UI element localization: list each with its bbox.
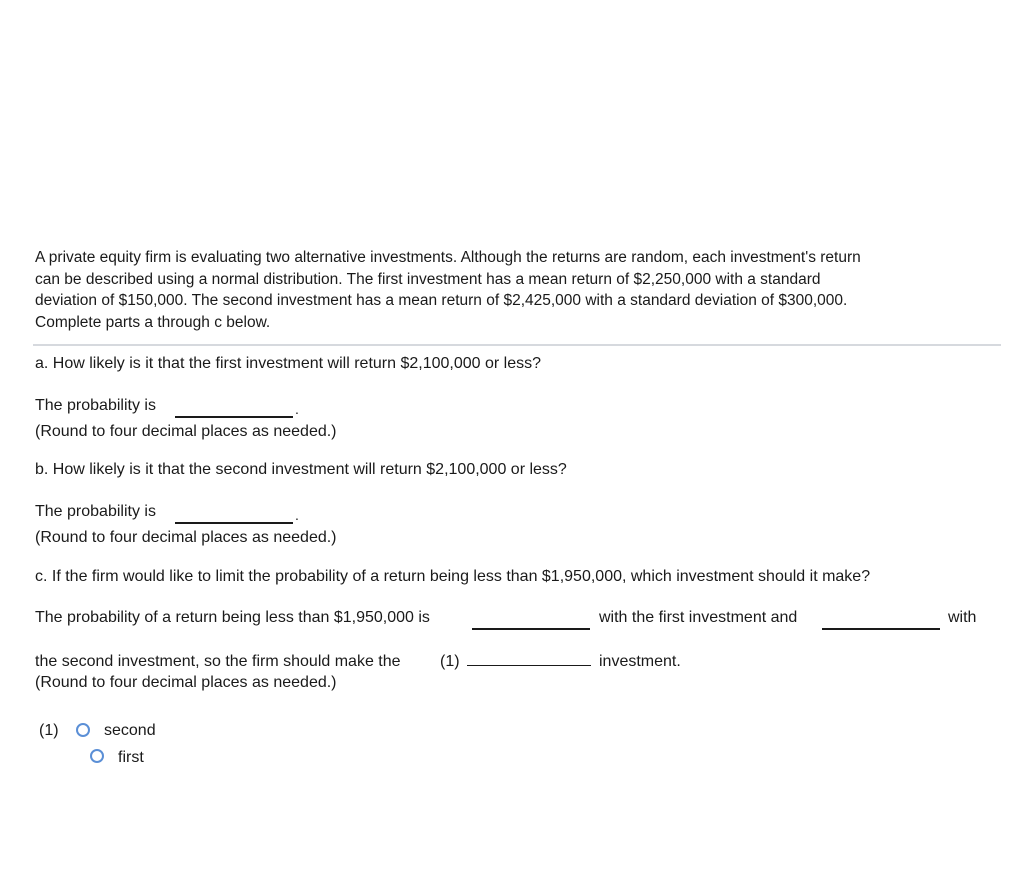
part-a-period: . [295, 401, 299, 417]
part-c-line2-end: investment. [599, 653, 681, 670]
part-b-answer-label: The probability is [35, 503, 156, 520]
part-a-question: a. How likely is it that the first investment will return $2,100,000 or less? [35, 355, 541, 372]
part-b-probability-input[interactable] [175, 500, 293, 524]
problem-line-1: A private equity firm is evaluating two alternative investments. Although the returns are random, each investment's return [35, 249, 861, 266]
problem-statement [35, 247, 995, 333]
part-b-question: b. How likely is it that the second investment will return $2,100,000 or less? [35, 461, 567, 478]
part-c-question: c. If the firm would like to limit the probability of a return being less than $1,950,000, which investment should it make? [35, 568, 871, 585]
part-a-probability-input[interactable] [175, 394, 293, 418]
part-c-round-note: (Round to four decimal places as needed.) [35, 674, 337, 691]
problem-line-3: deviation of $150,000. The second investment has a mean return of $2,425,000 with a standard deviation of $300,000. [35, 292, 848, 309]
part-b-round-note: (Round to four decimal places as needed.) [35, 529, 337, 546]
option-second-label[interactable]: second [104, 722, 156, 739]
part-b-period: . [295, 507, 299, 523]
part-c-sentence-start: The probability of a return being less than $1,950,000 is [35, 609, 430, 626]
part-c-end-text: with [948, 609, 977, 626]
part-c-first-probability-input[interactable] [472, 602, 590, 630]
option-first-label[interactable]: first [118, 749, 144, 766]
problem-line-2: can be described using a normal distribution. The first investment has a mean return of $2,250,000 with a standard [35, 270, 821, 288]
part-a-round-note: (Round to four decimal places as needed.) [35, 423, 337, 440]
options-marker: (1) [39, 722, 59, 739]
part-c-mid-text: with the first investment and [599, 609, 798, 626]
part-a-answer-label: The probability is [35, 397, 156, 414]
part-c-investment-dropdown[interactable] [467, 639, 591, 666]
part-c-line2-start: the second investment, so the firm should make the [35, 653, 401, 670]
dropdown-marker: (1) [440, 653, 460, 670]
problem-line-4: Complete parts a through c below. [35, 313, 271, 331]
option-first-radio[interactable] [90, 749, 104, 763]
part-c-second-probability-input[interactable] [822, 602, 940, 630]
option-second-radio[interactable] [76, 723, 90, 737]
section-divider [33, 344, 1001, 346]
